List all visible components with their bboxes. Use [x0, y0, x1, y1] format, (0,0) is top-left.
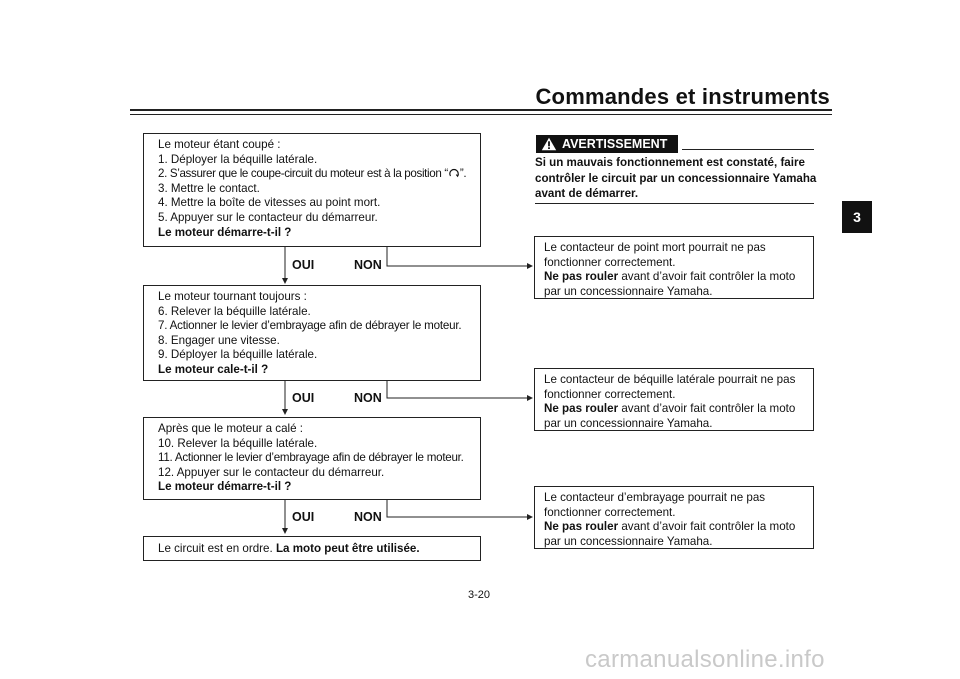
- result-2-line: Le contacteur de béquille latérale pourrait ne pas: [544, 373, 796, 386]
- result-3-line: Le contacteur d’embrayage pourrait ne pas: [544, 491, 766, 504]
- step1-question: Le moteur démarre-t-il ?: [158, 225, 292, 239]
- step3-line: 10. Relever la béquille latérale.: [158, 436, 318, 450]
- result-1-line: Le contacteur de point mort pourrait ne pas: [544, 241, 766, 254]
- step3-line: 12. Appuyer sur le contacteur du démarreur.: [158, 465, 385, 479]
- final-text: Le circuit est en ordre.: [158, 542, 276, 555]
- warning-label: AVERTISSEMENT: [562, 137, 668, 151]
- result-2-rest: avant d’avoir fait contrôler la moto: [618, 402, 796, 416]
- result-1-rest: avant d’avoir fait contrôler la moto: [618, 270, 796, 284]
- result-2-line: [544, 402, 805, 417]
- step2-line: 7. Actionner le levier d’embrayage afin de débrayer le moteur.: [158, 319, 462, 333]
- step1-line: Le moteur étant coupé :: [158, 138, 281, 151]
- flow-step-3-box: [143, 417, 481, 500]
- step3-line: 11. Actionner le levier d’embrayage afin de débrayer le moteur.: [158, 451, 464, 465]
- result-3-line: par un concessionnaire Yamaha.: [544, 534, 713, 548]
- step1-line: 1. Déployer la béquille latérale.: [158, 152, 318, 166]
- result-3-line: [544, 520, 805, 535]
- result-1-line: par un concessionnaire Yamaha.: [544, 284, 713, 298]
- result-2-line: par un concessionnaire Yamaha.: [544, 416, 713, 430]
- step2-question: Le moteur cale-t-il ?: [158, 362, 269, 376]
- warning-triangle-icon: [541, 137, 557, 151]
- warning-bottom-rule: [535, 203, 814, 204]
- warning-badge: [536, 135, 678, 153]
- step1-line: 2. S’assurer que le coupe-circuit du moteur est à la position “ ”.: [158, 167, 467, 181]
- final-line: [158, 541, 470, 556]
- final-text-bold: La moto peut être utilisée.: [275, 542, 420, 555]
- result-1-bold: Ne pas rouler: [544, 270, 619, 284]
- warning-top-rule: [682, 149, 814, 150]
- yes-label-3: OUI: [292, 510, 315, 524]
- result-3-line: fonctionner correctement.: [544, 505, 676, 519]
- engine-stop-run-symbol-icon: [448, 167, 460, 178]
- result-2-line: fonctionner correctement.: [544, 387, 676, 401]
- result-box-2: [534, 368, 814, 431]
- flow-step-1-box: [143, 133, 481, 247]
- step2-line: 9. Déployer la béquille latérale.: [158, 348, 318, 362]
- warning-text: Si un mauvais fonctionnement est constaté, faire contrôler le circuit par un concessionnaire Yamaha avant de démarrer.: [535, 156, 817, 200]
- yes-label-2: OUI: [292, 391, 315, 405]
- step2-line: 8. Engager une vitesse.: [158, 333, 280, 347]
- no-label-2: NON: [354, 391, 382, 405]
- result-box-1: [534, 236, 814, 299]
- no-label-3: NON: [354, 510, 382, 524]
- step2-line: 6. Relever la béquille latérale.: [158, 304, 311, 318]
- step1-line: 5. Appuyer sur le contacteur du démarreur.: [158, 210, 378, 224]
- result-3-bold: Ne pas rouler: [544, 520, 619, 534]
- arrow-no-2: [387, 381, 532, 398]
- flow-final-box: [143, 536, 481, 561]
- result-1-line: fonctionner correctement.: [544, 255, 676, 269]
- result-3-rest: avant d’avoir fait contrôler la moto: [618, 520, 796, 534]
- result-2-bold: Ne pas rouler: [544, 402, 619, 416]
- step3-question: Le moteur démarre-t-il ?: [158, 480, 292, 494]
- flow-step-2-box: [143, 285, 481, 381]
- arrow-no-3: [387, 500, 532, 517]
- step3-line: Après que le moteur a calé :: [158, 422, 304, 435]
- chapter-tab: 3: [842, 201, 872, 233]
- page-number: 3-20: [468, 589, 491, 601]
- step1-line: 3. Mettre le contact.: [158, 181, 260, 195]
- page-title: Commandes et instruments: [535, 84, 830, 109]
- arrow-no-1: [387, 247, 532, 266]
- no-label-1: NON: [354, 258, 382, 272]
- result-box-3: [534, 486, 814, 549]
- watermark[interactable]: carmanualsonline.info: [585, 646, 825, 673]
- step1-line: 4. Mettre la boîte de vitesses au point mort.: [158, 196, 381, 210]
- step2-line: Le moteur tournant toujours :: [158, 290, 307, 303]
- result-1-line: [544, 270, 805, 285]
- yes-label-1: OUI: [292, 258, 315, 272]
